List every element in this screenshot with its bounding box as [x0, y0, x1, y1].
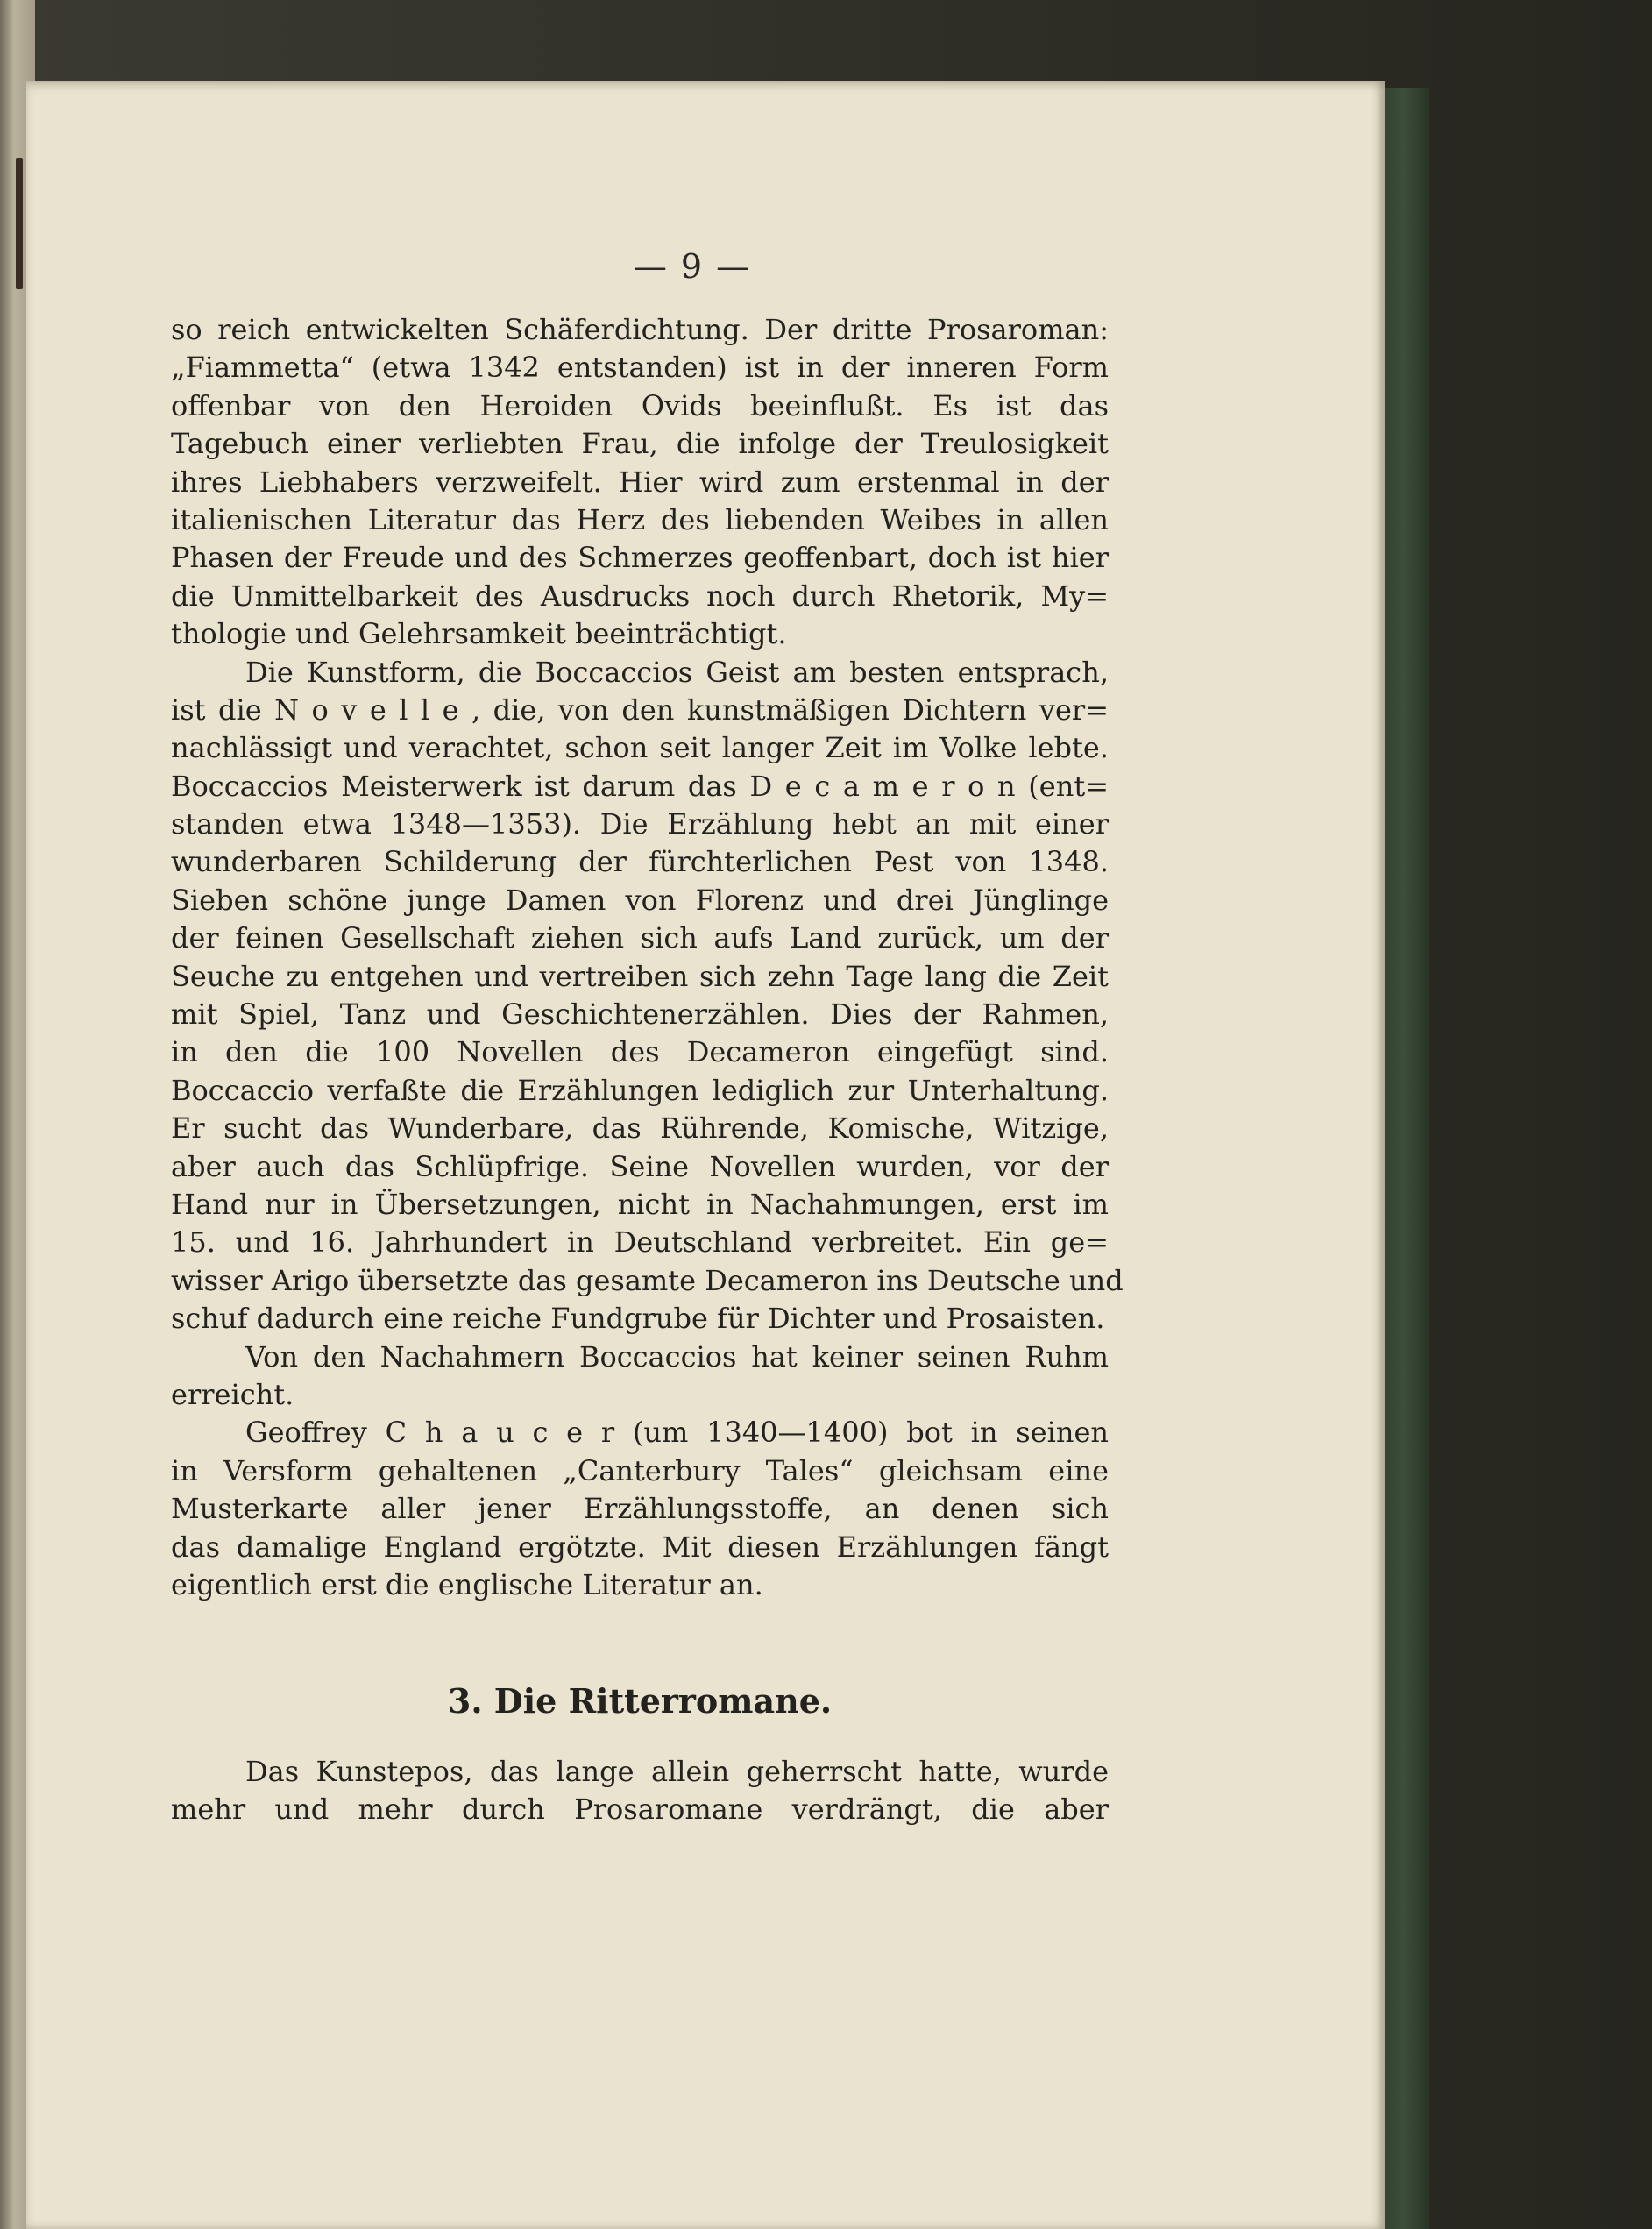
text-line: Boccaccio verfaßte die Erzählungen lediglich zur Unterhaltung. — [171, 1073, 1109, 1107]
text-line: Musterkarte aller jener Erzählungsstoffe, an denen sich — [171, 1492, 1109, 1526]
text-line: mehr und mehr durch Prosaromane verdrängt, die aber — [171, 1792, 1109, 1827]
text-line: ihres Liebhabers verzweifelt. Hier wird zum erstenmal in der — [171, 465, 1109, 499]
body-text-upper — [171, 311, 1124, 1604]
text-line: Er sucht das Wunderbare, das Rührende, Komische, Witzige, — [171, 1111, 1109, 1146]
text-line: Tagebuch einer verliebten Frau, die infolge der Treulosigkeit — [171, 427, 1109, 461]
text-line: schuf dadurch eine reiche Fundgrube für Dichter und Prosaisten. — [171, 1302, 1105, 1336]
text-line: offenbar von den Heroiden Ovids beeinflußt. Es ist das — [171, 388, 1109, 422]
text-line: Phasen der Freude und des Schmerzes geoffenbart, doch ist hier — [171, 541, 1109, 575]
text-line: Von den Nachahmern Boccaccios hat keiner seinen Ruhm — [245, 1339, 1109, 1374]
text-line: so reich entwickelten Schäferdichtung. Der dritte Prosaroman: — [171, 313, 1109, 346]
text-line: in Versform gehaltenen „Canterbury Tales“ gleichsam eine — [171, 1453, 1109, 1487]
page-number: — 9 — — [633, 247, 752, 286]
section-heading: 3. Die Ritterromane. — [447, 1681, 833, 1721]
text-line: standen etwa 1348—1353). Die Erzählung hebt an mit einer — [171, 807, 1109, 841]
text-line: „Fiammetta“ (etwa 1342 entstanden) ist in der inneren Form — [171, 351, 1109, 385]
text-line: erreicht. — [171, 1377, 294, 1411]
bookmark-ribbon — [16, 158, 23, 289]
text-line: Die Kunstform, die Boccaccios Geist am besten entsprach, — [245, 655, 1109, 689]
body-text-lower — [171, 1753, 1109, 1829]
text-line: Seuche zu entgehen und vertreiben sich zehn Tage lang die Zeit — [171, 959, 1109, 993]
text-line: thologie und Gelehrsamkeit beeinträchtigt. — [171, 617, 787, 651]
text-line: italienischen Literatur das Herz des liebenden Weibes in allen — [171, 502, 1109, 536]
text-line: der feinen Gesellschaft ziehen sich aufs Land zurück, um der — [171, 921, 1109, 955]
text-line: 15. und 16. Jahrhundert in Deutschland verbreitet. Ein ge= — [171, 1225, 1109, 1260]
text-line: eigentlich erst die englische Literatur an. — [171, 1567, 763, 1601]
text-line: Boccaccios Meisterwerk ist darum das D e c a m e r o n (ent= — [171, 769, 1109, 803]
text-line: Sieben schöne junge Damen von Florenz und drei Jünglinge — [171, 883, 1109, 917]
text-line: das damalige England ergötzte. Mit diesen Erzählungen fängt — [171, 1530, 1109, 1564]
text-line: mit Spiel, Tanz und Geschichtenerzählen. Dies der Rahmen, — [171, 997, 1109, 1032]
text-line: Das Kunstepos, das lange allein geherrscht hatte, wurde — [245, 1755, 1109, 1788]
text-line: nachlässigt und verachtet, schon seit langer Zeit im Volke lebte. — [171, 731, 1109, 765]
text-line: Hand nur in Übersetzungen, nicht in Nachahmungen, erst im — [171, 1187, 1109, 1221]
text-line: wunderbaren Schilderung der fürchterlichen Pest von 1348. — [171, 845, 1109, 879]
text-line: ist die N o v e l l e , die, von den kunstmäßigen Dichtern ver= — [171, 692, 1109, 727]
text-line: in den die 100 Novellen des Decameron eingefügt sind. — [171, 1035, 1109, 1069]
text-line: Geoffrey C h a u c e r (um 1340—1400) bot in seinen — [245, 1416, 1109, 1450]
text-line: aber auch das Schlüpfrige. Seine Novellen wurden, vor der — [171, 1149, 1109, 1183]
text-line: wisser Arigo übersetzte das gesamte Decameron ins Deutsche und — [171, 1263, 1124, 1297]
text-line: die Unmittelbarkeit des Ausdrucks noch durch Rhetorik, My= — [171, 579, 1109, 613]
